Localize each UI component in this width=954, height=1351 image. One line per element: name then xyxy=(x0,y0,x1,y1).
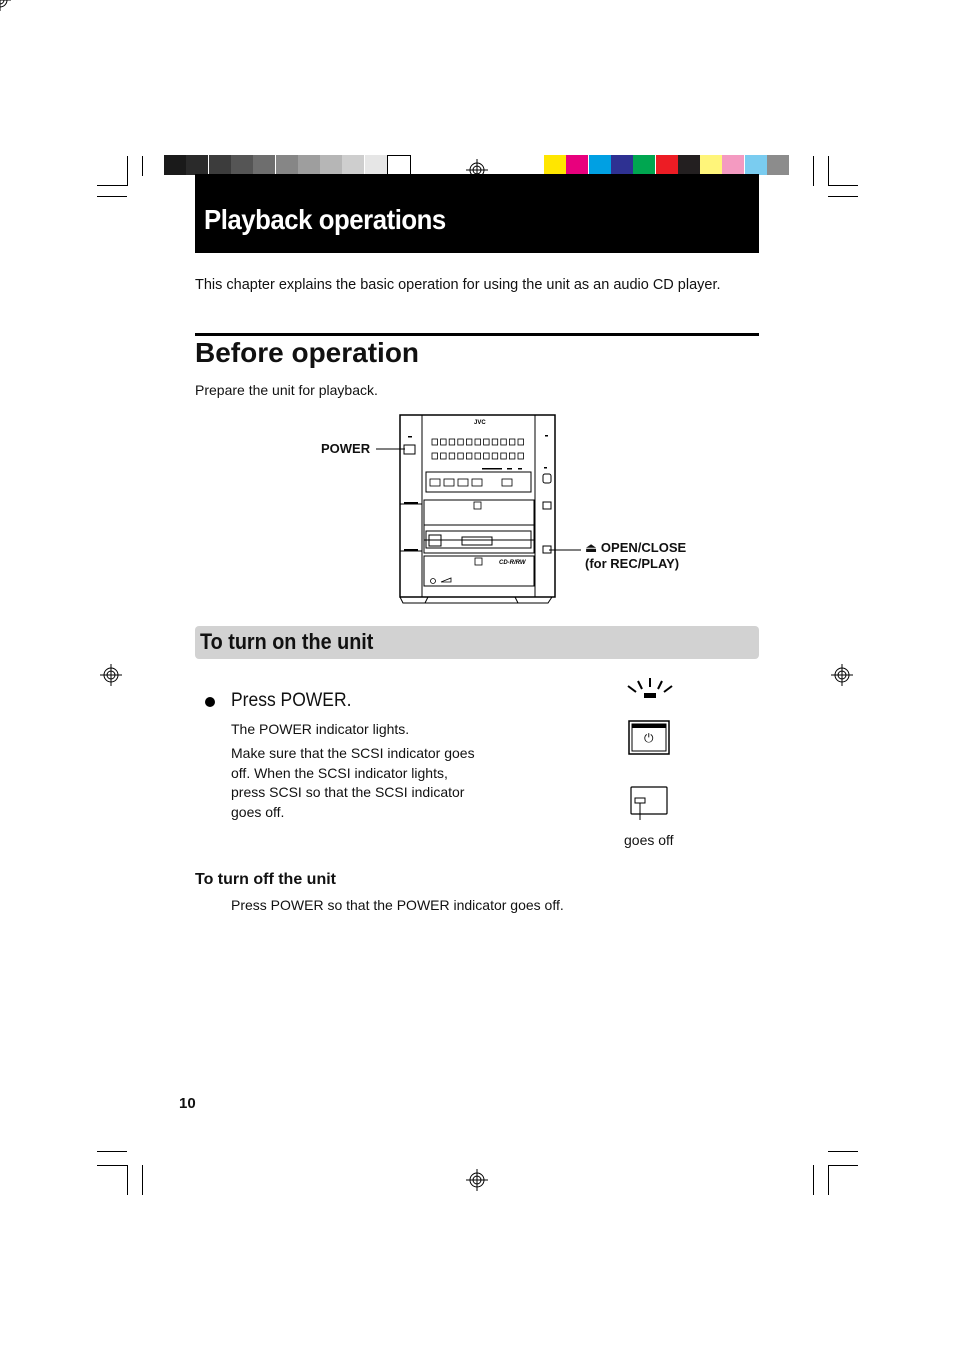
calibration-swatch xyxy=(209,155,231,175)
callout-leader-lines xyxy=(370,440,590,560)
brand-logo: JVC xyxy=(474,420,486,426)
power-callout: POWER xyxy=(321,441,371,456)
calibration-swatch xyxy=(164,155,186,175)
calibration-swatch xyxy=(186,155,208,175)
power-indicator-result: The POWER indicator lights. xyxy=(231,721,410,737)
calibration-swatch xyxy=(253,155,275,175)
open-close-callout: ⏏ OPEN/CLOSE (for REC/PLAY) xyxy=(585,540,687,571)
eject-icon: ⏏ xyxy=(585,540,598,555)
turn-off-heading: To turn off the unit xyxy=(195,871,336,888)
calibration-swatch xyxy=(767,155,789,175)
open-close-sub-label: (for REC/PLAY) xyxy=(585,556,680,571)
scsi-note: Make sure that the SCSI indicator goes off. When the SCSI indicator lights, press SCSI so that the SCSI indicator goes off. xyxy=(231,745,475,820)
calibration-swatch xyxy=(365,155,387,175)
page-number: 10 xyxy=(179,1095,196,1112)
calibration-swatch xyxy=(656,155,678,175)
calibration-swatch xyxy=(298,155,320,175)
calibration-swatch xyxy=(276,155,298,175)
prepare-text: Prepare the unit for playback. xyxy=(195,382,378,398)
calibration-swatch xyxy=(320,155,342,175)
turn-on-heading: To turn on the unit xyxy=(200,629,374,654)
calibration-swatch xyxy=(611,155,633,175)
page-title: Playback operations xyxy=(204,204,446,235)
calibration-swatch xyxy=(589,155,611,175)
calibration-swatch xyxy=(678,155,700,175)
turn-off-text: Press POWER so that the POWER indicator goes off. xyxy=(231,897,564,913)
calibration-swatch xyxy=(700,155,722,175)
before-operation-heading: Before operation xyxy=(195,337,420,368)
calibration-swatch xyxy=(566,155,588,175)
press-power-step: Press POWER. xyxy=(231,690,352,711)
calibration-swatch xyxy=(633,155,655,175)
calibration-swatch xyxy=(231,155,253,175)
calibration-swatch xyxy=(745,155,767,175)
bullet-icon xyxy=(205,697,215,707)
goes-off-label: goes off xyxy=(624,832,674,848)
power-symbol-icon: ⏻ xyxy=(644,731,654,745)
section-rule xyxy=(195,333,759,336)
calibration-swatch xyxy=(544,155,566,175)
cd-rw-logo: CD-R/RW xyxy=(499,560,526,566)
intro-paragraph: This chapter explains the basic operation for using the unit as an audio CD player. xyxy=(195,277,721,293)
calibration-swatch xyxy=(722,155,744,175)
calibration-swatch xyxy=(342,155,364,175)
